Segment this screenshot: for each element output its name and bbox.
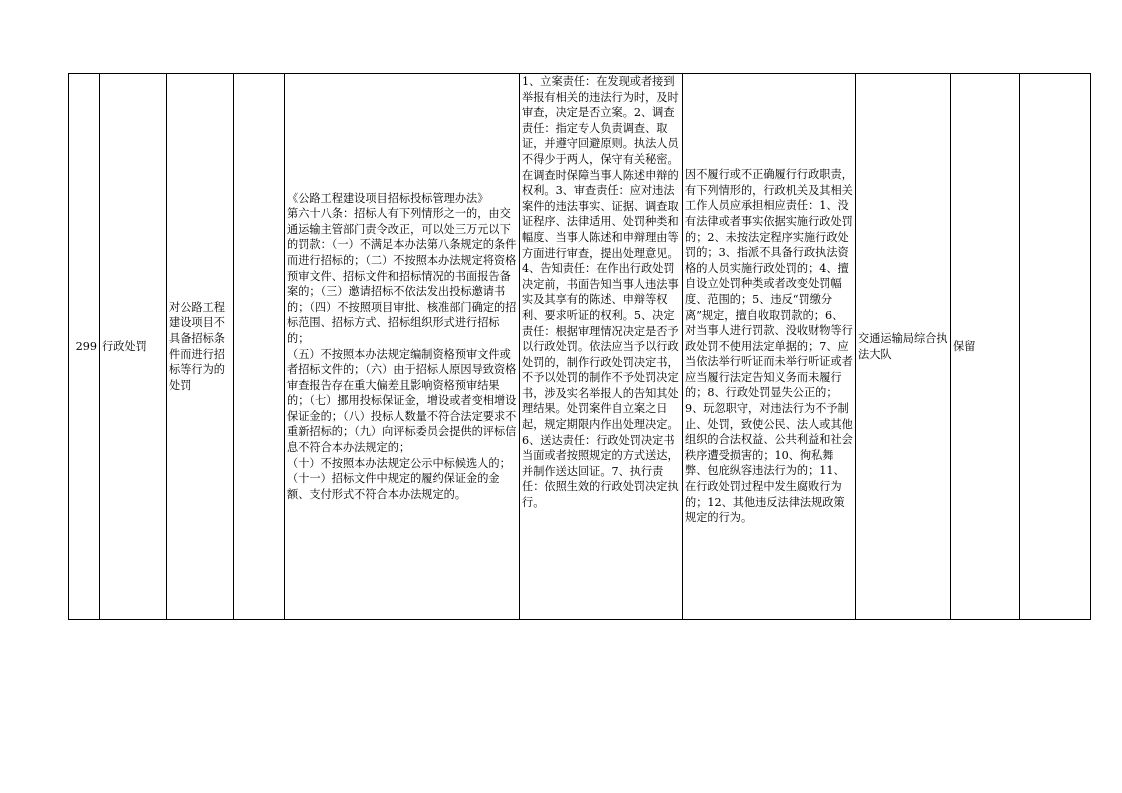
row-number: 299 [69, 74, 100, 620]
legal-basis: 《公路工程建设项目招标投标管理办法》 第六十八条：招标人有下列情形之一的，由交通运输主管部门责令改正，可以处三万元以下的罚款：（一）不满足本办法第八条规定的条件而进行招标的；（二）不按照本办法规定将资格预审文件、招标文件和招标情况的书面报告备案的；（三）邀请招标不依法发出投标邀请书的；（四）不按照项目审批、核准部门确定的招标范围、招标方式、招标组织形式进行招标的； （五）不按照本办法规定编制资格预审文件或者招标文件的；（六）由于招标人原因导致资格审查报告存在重大偏差且影响资格预审结果的；（七）挪用投标保证金，增设或者变相增设保证金的；（八）投标人数量不符合法定要求不重新招标的；（九）向评标委员会提供的评标信息不符合本办法规定的； （十）不按照本办法规定公示中标候选人的；（十一）招标文件中规定的履约保证金的金额、支付形式不符合本办法规定的。 [285, 74, 520, 620]
table-row [69, 74, 1091, 620]
accountability-text: 因不履行或不正确履行行政职责，有下列情形的，行政机关及其相关工作人员应承担相应责任：1、没有法律或者事实依据实施行政处罚的；2、未按法定程序实施行政处罚的；3、指派不具备行政执法资格的人员实施行政处罚的；4、擅自设立处罚种类或者改变处罚幅度、范围的；5、违反“罚缴分离”规定，擅自收取罚款的；6、对当事人进行罚款、没收财物等行政处罚不使用法定单据的；7、应当依法举行听证而未举行听证或者应当履行法定告知义务而未履行的；8、行政处罚显失公正的；9、玩忽职守，对违法行为不予制止、处罚，致使公民、法人或其他组织的合法权益、公共利益和社会秩序遭受损害的；10、徇私舞弊、包庇纵容违法行为的；11、在行政处罚过程中发生腐败行为的；12、其他违反法律法规政策规定的行为。 [683, 74, 856, 620]
responsible-department: 交通运输局综合执法大队 [856, 74, 951, 620]
power-category: 行政处罚 [100, 74, 167, 620]
sub-item-cell [234, 74, 285, 620]
responsibilities-cell [520, 74, 683, 620]
responsibilities-text: 1、立案责任：在发现或者接到举报有相关的违法行为时，及时审查，决定是否立案。2、调查责任：指定专人负责调查、取证，并遵守回避原则。执法人员不得少于两人，保守有关秘密。在调查时保障当事人陈述申辩的权利。3、审查责任：应对违法案件的违法事实、证据、调查取证程序、法律适用、处罚种类和幅度、当事人陈述和申辩理由等方面进行审查，提出处理意见。4、告知责任：在作出行政处罚决定前，书面告知当事人违法事实及其享有的陈述、申辩等权利、要求听证的权利。5、决定责任：根据审理情况决定是否予以行政处罚。依法应当予以行政处罚的，制作行政处罚决定书，不予以处罚的制作不予处罚决定书，涉及实名举报人的告知其处理结果。处罚案件自立案之日起，规定期限内作出处理决定。 6、送达责任：行政处罚决定书当面或者按照规定的方式送达，并制作送达回证。7、执行责任：依照生效的行政处罚决定执行。 [522, 75, 679, 510]
remark-cell [1020, 74, 1091, 620]
power-list-table [68, 73, 1091, 620]
item-name: 对公路工程建设项目不具备招标条件而进行招标等行为的处罚 [167, 74, 234, 620]
status-cell: 保留 [951, 74, 1020, 620]
